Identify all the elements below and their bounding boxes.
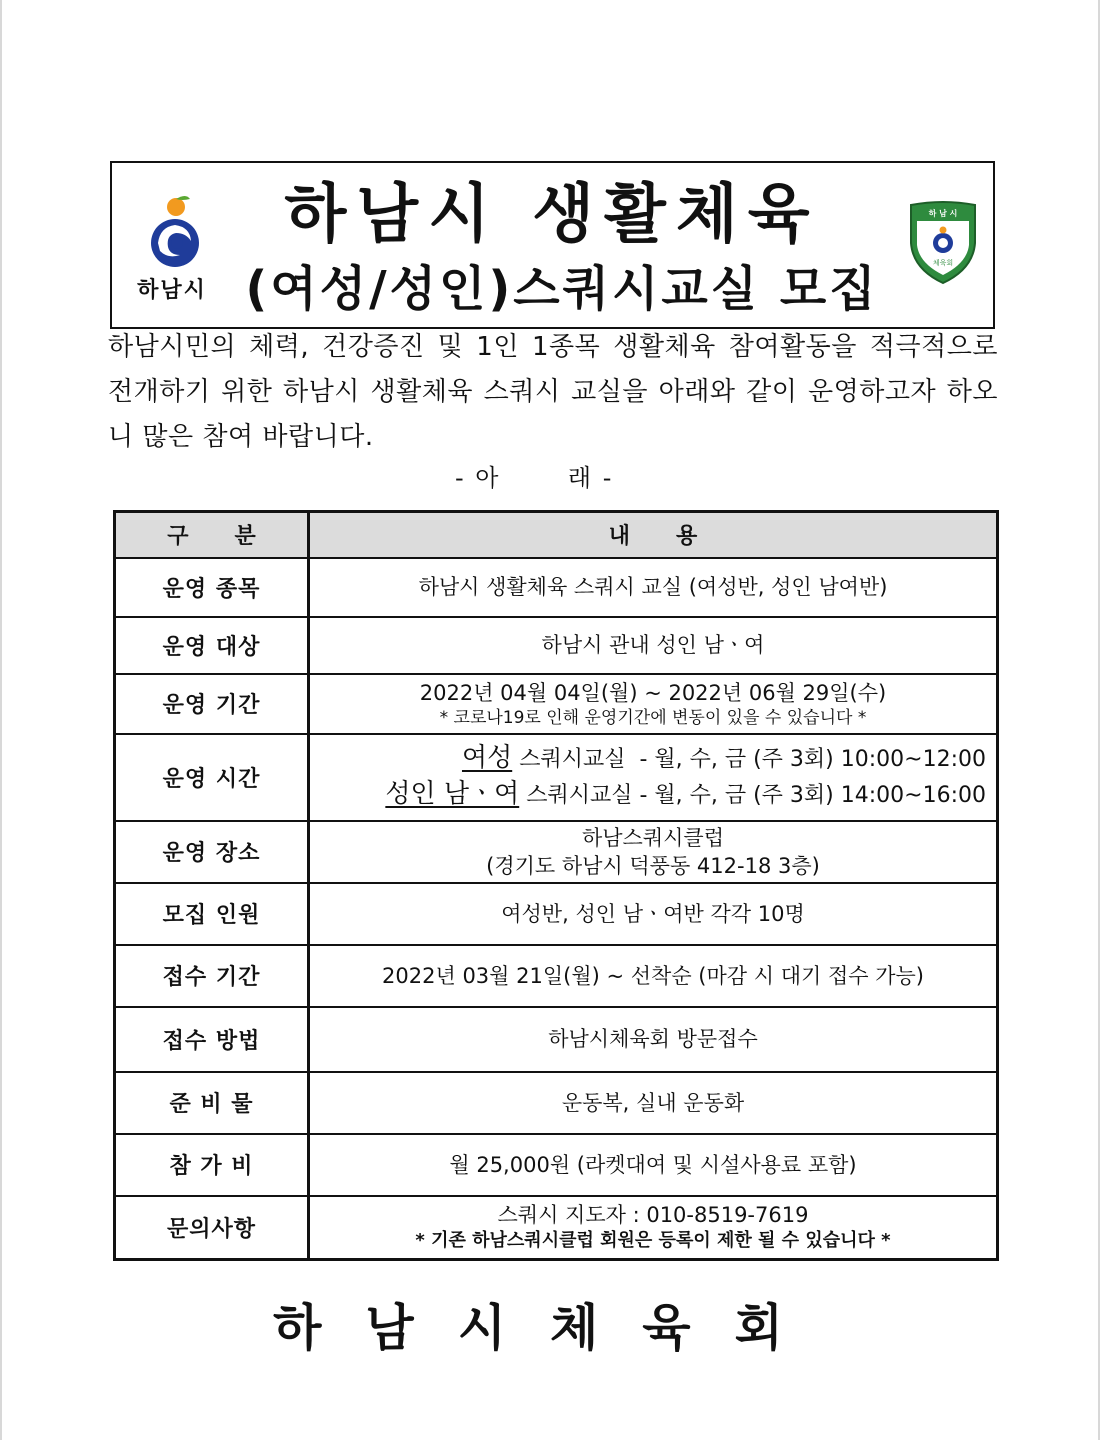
row-label: 참 가 비 [115,1134,309,1196]
row-text: 2022년 03월 21일(월) ~ 선착순 (마감 시 대기 접수 가능) [382,963,924,988]
row-text: 스쿼시 지도자 : 010-8519-7619 [497,1203,809,1228]
row-label: 운영 대상 [115,617,309,674]
logo-text: 하남시 [137,278,207,303]
table-row [115,945,998,1007]
schedule-detail: 스쿼시교실 - 월, 수, 금 (주 3회) 10:00~12:00 [512,747,986,772]
row-value [309,558,998,617]
hanam-city-logo [122,189,222,309]
row-value [309,1196,998,1260]
table-row [115,734,998,821]
row-text: 하남스쿼시클럽 [581,825,724,850]
table-row [115,883,998,945]
sports-council-shield-icon [907,199,979,285]
hanam-emblem-icon [146,193,204,269]
schedule-detail: 스쿼시교실 - 월, 수, 금 (주 3회) 14:00~16:00 [519,783,986,808]
row-label: 접수 방법 [115,1007,309,1072]
info-table [113,510,999,1261]
row-value [309,821,998,883]
row-text: (경기도 하남시 덕풍동 412-18 3층) [486,853,820,878]
row-note: * 코로나19로 인해 운영기간에 변동이 있을 수 있습니다 * [439,707,867,728]
schedule-class: 여성 [461,743,513,773]
row-text: 운동복, 실내 운동화 [561,1090,745,1115]
title-sub: (여성/성인)스쿼시교실 모집 [245,261,879,317]
row-value [309,945,998,1007]
organization-name: 하남시체육회 [273,1299,827,1357]
row-value [309,1007,998,1072]
header-content: 내 용 [309,512,998,558]
page-edge [0,0,2,1440]
row-label: 문의사항 [115,1196,309,1260]
shield-text-top: 하 남 시 [928,209,958,218]
shield-text-bottom: 체육회 [932,259,954,267]
row-value [309,617,998,674]
row-value [309,1134,998,1196]
row-value [309,883,998,945]
title-box [110,161,995,329]
table-row [115,1072,998,1134]
table-row [115,674,998,734]
row-label: 모집 인원 [115,883,309,945]
table-row [115,821,998,883]
row-label: 운영 종목 [115,558,309,617]
row-value [309,1072,998,1134]
title-main: 하남시 생활체육 [284,178,820,252]
row-text: 하남시 생활체육 스쿼시 교실 (여성반, 성인 남여반) [418,575,888,599]
schedule-class: 성인 남ㆍ여 [385,779,520,809]
row-text: 하남시 관내 성인 남ㆍ여 [541,633,765,657]
row-value [309,674,998,734]
table-row [115,1134,998,1196]
schedule-line [310,741,986,777]
row-text: 하남시체육회 방문접수 [548,1027,758,1051]
row-text: 2022년 04월 04일(월) ~ 2022년 06월 29일(수) [419,680,887,705]
table-row [115,1196,998,1260]
row-label: 운영 기간 [115,674,309,734]
row-note: * 기존 하남스쿼시클럽 회원은 등록이 제한 될 수 있습니다 * [415,1230,891,1252]
row-label: 접수 기간 [115,945,309,1007]
row-label: 운영 시간 [115,734,309,821]
table-header-row [115,512,998,558]
row-text: 월 25,000원 (라켓대여 및 시설사용료 포함) [449,1152,857,1177]
schedule-line [310,777,986,813]
intro-paragraph: 하남시민의 체력, 건강증진 및 1인 1종목 생활체육 참여활동을 적극적으로 전개하기 위한 하남시 생활체육 스쿼시 교실을 아래와 같이 운영하고자 하오니 많은 참여 바랍니다. [108,332,998,452]
row-label: 운영 장소 [115,821,309,883]
section-label: - 아 래 - [455,464,614,492]
table-row [115,617,998,674]
header-category: 구 분 [115,512,309,558]
table-row [115,1007,998,1072]
row-text: 여성반, 성인 남ㆍ여반 각각 10명 [501,901,805,926]
row-label: 준 비 물 [115,1072,309,1134]
table-row [115,558,998,617]
row-value [309,734,998,821]
